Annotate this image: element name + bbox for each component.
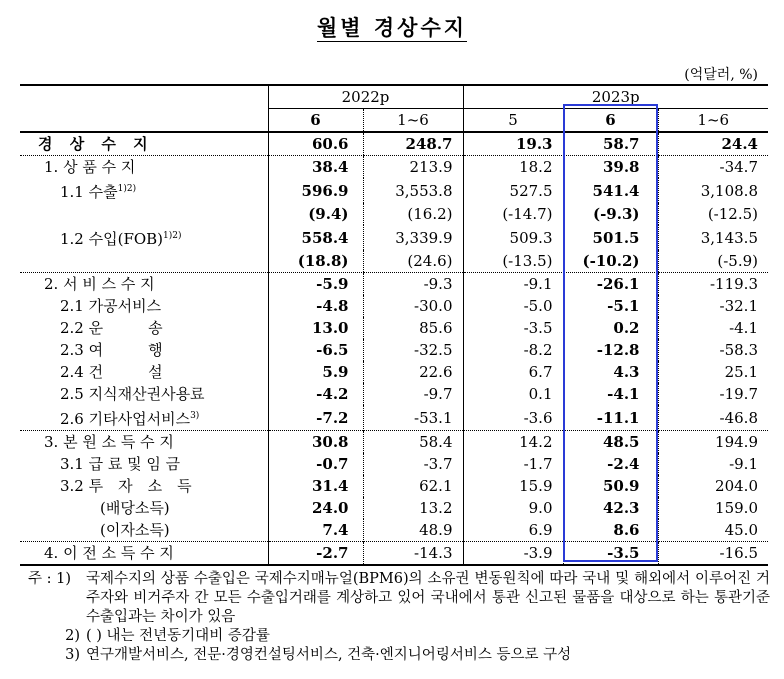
footnote-3 (28, 646, 770, 665)
cell-value: 15.9 (463, 475, 563, 497)
cell-value: 4.3 (563, 361, 658, 383)
cell-value: (-12.5) (658, 203, 768, 225)
cell-value: 58.7 (563, 132, 658, 156)
row-label: 2.2 운 송 (60, 319, 163, 337)
cell-value: 48.5 (563, 431, 658, 454)
table-row (20, 339, 768, 361)
cell-value: 159.0 (658, 497, 768, 519)
cell-value: (-13.5) (463, 250, 563, 273)
table-row (20, 361, 768, 383)
cell-value: 558.4 (268, 225, 363, 250)
cell-value: -4.1 (563, 383, 658, 405)
footnote-text: 연구개발서비스, 전문·경영컨설팅서비스, 건축·엔지니어링서비스 등으로 구성 (86, 647, 572, 663)
table-row (20, 156, 768, 179)
cell-value: 0.2 (563, 317, 658, 339)
table-row (20, 225, 768, 250)
table-row (20, 497, 768, 519)
cell-value: 9.0 (463, 497, 563, 519)
header-col: 5 (463, 109, 563, 133)
cell-value: 501.5 (563, 225, 658, 250)
table-row (20, 317, 768, 339)
cell-value: 3,143.5 (658, 225, 768, 250)
cell-value: -4.2 (268, 383, 363, 405)
table-row (20, 542, 768, 566)
cell-value: 58.4 (363, 431, 463, 454)
cell-value: 85.6 (363, 317, 463, 339)
footnote-marker: 주 : 1) (28, 571, 71, 587)
footnote-ref: 1)2) (163, 231, 182, 241)
table-row (20, 431, 768, 454)
cell-value: 45.0 (658, 519, 768, 542)
cell-value: 38.4 (268, 156, 363, 179)
cell-value: -9.1 (463, 273, 563, 296)
row-label: 2.4 건 설 (60, 363, 163, 381)
table-row (20, 178, 768, 203)
row-label: (이자소득) (100, 521, 170, 539)
cell-value: -32.1 (658, 295, 768, 317)
cell-value: -7.2 (268, 405, 363, 431)
row-label: (배당소득) (100, 499, 170, 517)
row-label: 3.2 투 자 소 득 (60, 477, 192, 495)
footnote-1 (28, 570, 770, 627)
header-col: 1~6 (658, 109, 768, 133)
cell-value: -4.8 (268, 295, 363, 317)
page-title: 월별 경상수지 (316, 15, 468, 40)
cell-value: -3.5 (563, 542, 658, 566)
cell-value: -8.2 (463, 339, 563, 361)
cell-value: -3.5 (463, 317, 563, 339)
cell-value: -1.7 (463, 453, 563, 475)
cell-value: 0.1 (463, 383, 563, 405)
footnotes (28, 570, 770, 665)
row-label: 1.2 수입(FOB)$^{1)2)}$ (60, 230, 182, 248)
header-col: 6 (563, 109, 658, 133)
cell-value: 13.2 (363, 497, 463, 519)
cell-value: -3.9 (463, 542, 563, 566)
cell-value: 42.3 (563, 497, 658, 519)
cell-value: -12.8 (563, 339, 658, 361)
cell-value: 6.7 (463, 361, 563, 383)
cell-value: -0.7 (268, 453, 363, 475)
table-row (20, 475, 768, 497)
table-row (20, 273, 768, 296)
cell-value: 39.8 (563, 156, 658, 179)
row-label: 2.3 여 행 (60, 341, 163, 359)
cell-value: -9.7 (363, 383, 463, 405)
cell-value: (-5.9) (658, 250, 768, 273)
cell-value: -16.5 (658, 542, 768, 566)
cell-value: 13.0 (268, 317, 363, 339)
footnote-ref: 1)2) (117, 184, 137, 194)
cell-value: -9.1 (658, 453, 768, 475)
cell-value: 509.3 (463, 225, 563, 250)
cell-value: -58.3 (658, 339, 768, 361)
cell-value: -19.7 (658, 383, 768, 405)
cell-value: -26.1 (563, 273, 658, 296)
cell-value: 3,553.8 (363, 178, 463, 203)
cell-value: -34.7 (658, 156, 768, 179)
cell-value: -11.1 (563, 405, 658, 431)
row-label: 2.5 지식재산권사용료 (60, 385, 205, 403)
cell-value: -9.3 (363, 273, 463, 296)
cell-value: -30.0 (363, 295, 463, 317)
cell-value: 48.9 (363, 519, 463, 542)
cell-value: 8.6 (563, 519, 658, 542)
cell-value: 7.4 (268, 519, 363, 542)
cell-value: 194.9 (658, 431, 768, 454)
table-row (20, 453, 768, 475)
footnote-text: ( ) 내는 전년동기대비 증감률 (86, 628, 270, 644)
current-account-table (20, 84, 768, 566)
header-row-periods (20, 109, 768, 133)
cell-value: 18.2 (463, 156, 563, 179)
cell-value: -53.1 (363, 405, 463, 431)
table-row (20, 295, 768, 317)
cell-value: -5.0 (463, 295, 563, 317)
header-2022: 2022p (268, 85, 463, 109)
cell-value: 541.4 (563, 178, 658, 203)
cell-value: (-9.3) (563, 203, 658, 225)
cell-value: 31.4 (268, 475, 363, 497)
cell-value: -14.3 (363, 542, 463, 566)
cell-value: (24.6) (363, 250, 463, 273)
cell-value: 5.9 (268, 361, 363, 383)
row-label: 3.1 급 료 및 임 금 (60, 455, 181, 473)
unit-label: (억달러, %) (684, 67, 758, 83)
cell-value: 3,108.8 (658, 178, 768, 203)
cell-value: -5.1 (563, 295, 658, 317)
cell-value: 204.0 (658, 475, 768, 497)
cell-value: -3.6 (463, 405, 563, 431)
cell-value: 596.9 (268, 178, 363, 203)
table-row (20, 383, 768, 405)
row-label: 경 상 수 지 (20, 132, 268, 156)
cell-value: 213.9 (363, 156, 463, 179)
cell-value: -4.1 (658, 317, 768, 339)
cell-value: -2.4 (563, 453, 658, 475)
cell-value: 25.1 (658, 361, 768, 383)
cell-value: 62.1 (363, 475, 463, 497)
row-label: 2.6 기타사업서비스$^{3)}$ (60, 410, 200, 428)
cell-value: 6.9 (463, 519, 563, 542)
cell-value: 22.6 (363, 361, 463, 383)
cell-value: (18.8) (268, 250, 363, 273)
row-label: 2.1 가공서비스 (60, 297, 162, 315)
cell-value: 24.0 (268, 497, 363, 519)
row-label (20, 250, 268, 273)
header-col: 1~6 (363, 109, 463, 133)
cell-value: 527.5 (463, 178, 563, 203)
cell-value: 30.8 (268, 431, 363, 454)
cell-value: 24.4 (658, 132, 768, 156)
footnote-2 (28, 627, 770, 646)
table-row (20, 132, 768, 156)
cell-value: (-10.2) (563, 250, 658, 273)
cell-value: 14.2 (463, 431, 563, 454)
cell-value: -5.9 (268, 273, 363, 296)
cell-value: 60.6 (268, 132, 363, 156)
cell-value: 3,339.9 (363, 225, 463, 250)
row-label: 4. 이 전 소 득 수 지 (20, 542, 268, 566)
table-row (20, 250, 768, 273)
row-label (20, 203, 268, 225)
row-label: 3. 본 원 소 득 수 지 (20, 431, 268, 454)
cell-value: 50.9 (563, 475, 658, 497)
footnote-marker: 3) (65, 647, 80, 663)
cell-value: 19.3 (463, 132, 563, 156)
cell-value: -119.3 (658, 273, 768, 296)
cell-value: -2.7 (268, 542, 363, 566)
row-label: 1.1 수출$^{1)2)}$ (60, 183, 137, 201)
cell-value: (16.2) (363, 203, 463, 225)
row-label: 2. 서 비 스 수 지 (20, 273, 268, 296)
footnote-marker: 2) (65, 628, 80, 644)
cell-value: 248.7 (363, 132, 463, 156)
cell-value: -3.7 (363, 453, 463, 475)
row-label: 1. 상 품 수 지 (44, 158, 136, 176)
header-row-years (20, 85, 768, 109)
cell-value: -6.5 (268, 339, 363, 361)
cell-value: -46.8 (658, 405, 768, 431)
table-row (20, 519, 768, 542)
table-row (20, 405, 768, 431)
cell-value: -32.5 (363, 339, 463, 361)
header-col: 6 (268, 109, 363, 133)
cell-value: (9.4) (268, 203, 363, 225)
cell-value: (-14.7) (463, 203, 563, 225)
header-2023: 2023p (463, 85, 768, 109)
table-row (20, 203, 768, 225)
footnote-text: 국제수지의 상품 수출입은 국제수지매뉴얼(BPM6)의 소유권 변동원칙에 따라 국내 및 해외에서 이루어진 거주자와 비거주자 간 모든 수출입거래를 계상하고 있어 국내에서 통관 신고된 물품을 대상으로 하는 통관기준 수출입과는 차이가 있음 (86, 571, 770, 625)
footnote-ref: 3) (190, 411, 200, 421)
